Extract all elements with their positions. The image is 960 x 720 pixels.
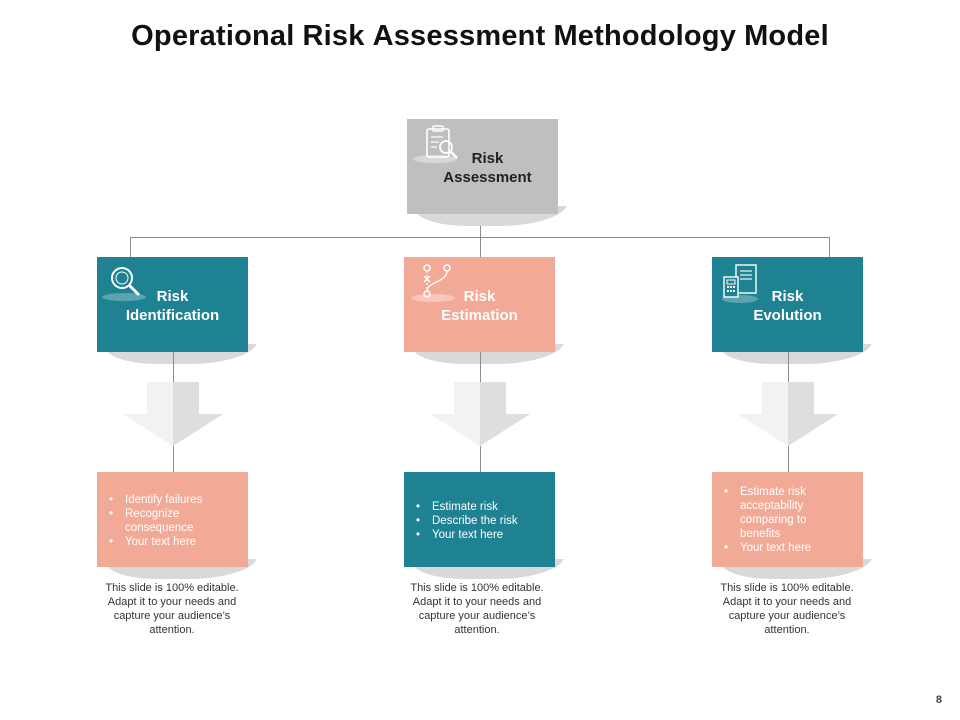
branch-label-line2: Identification xyxy=(125,307,220,324)
bullet-list xyxy=(412,500,550,542)
root-box xyxy=(407,119,558,214)
bullet-item: • Recognize consequence xyxy=(105,507,243,535)
branch-label xyxy=(404,287,555,325)
branch-box-identification xyxy=(97,257,248,352)
title-word: Model xyxy=(744,20,829,52)
bullet-list xyxy=(720,485,820,555)
connector-line xyxy=(788,352,789,382)
bullet-item: • Identify failures xyxy=(105,493,243,507)
title-word: Risk xyxy=(302,20,365,52)
branch-label-line2: Evolution xyxy=(753,307,822,324)
connector-line xyxy=(480,446,481,472)
bullet-item: • Your text here xyxy=(412,528,550,542)
branch-label xyxy=(712,287,863,325)
connector-line xyxy=(788,446,789,472)
detail-box-identification xyxy=(97,472,248,567)
caption-note: This slide is 100% editable. Adapt it to your needs and capture your audience’s attention. xyxy=(410,582,544,636)
bullet-item: • Your text here xyxy=(105,535,243,549)
bullet-item: • Your text here xyxy=(720,541,820,555)
connector-line xyxy=(173,446,174,472)
bullet-item: • Describe the risk xyxy=(412,514,550,528)
bullet-item: • Estimate risk xyxy=(412,500,550,514)
bullet-item: • Estimate risk acceptability comparing to benefits xyxy=(720,485,820,541)
connector-right-drop xyxy=(829,237,830,258)
branch-label-line2: Estimation xyxy=(441,307,518,324)
page-title xyxy=(0,20,960,53)
connector-center-drop xyxy=(480,237,481,258)
page-number: 8 xyxy=(935,694,942,706)
title-word: Methodology xyxy=(553,20,737,52)
down-arrow-icon xyxy=(430,382,530,446)
root-label-line1: Risk xyxy=(471,150,504,167)
branch-label-line1: Risk xyxy=(156,288,189,305)
branch-box-estimation xyxy=(404,257,555,352)
bullet-list xyxy=(105,493,243,549)
down-arrow-icon xyxy=(123,382,223,446)
title-word: Assessment xyxy=(372,20,546,52)
branch-label-line1: Risk xyxy=(771,288,804,305)
connector-line xyxy=(173,352,174,382)
root-label-line2: Assessment xyxy=(443,169,532,186)
branch-label-line1: Risk xyxy=(463,288,496,305)
branch-label xyxy=(97,287,248,325)
down-arrow-icon xyxy=(738,382,838,446)
caption-note: This slide is 100% editable. Adapt it to your needs and capture your audience’s attention. xyxy=(720,582,854,636)
detail-box-estimation xyxy=(404,472,555,567)
title-word: Operational xyxy=(131,20,295,52)
branch-box-evolution xyxy=(712,257,863,352)
connector-left-drop xyxy=(130,237,131,258)
root-label xyxy=(407,149,558,187)
connector-line xyxy=(480,352,481,382)
caption-note: This slide is 100% editable. Adapt it to your needs and capture your audience’s attention. xyxy=(105,582,239,636)
detail-box-evolution xyxy=(712,472,863,567)
